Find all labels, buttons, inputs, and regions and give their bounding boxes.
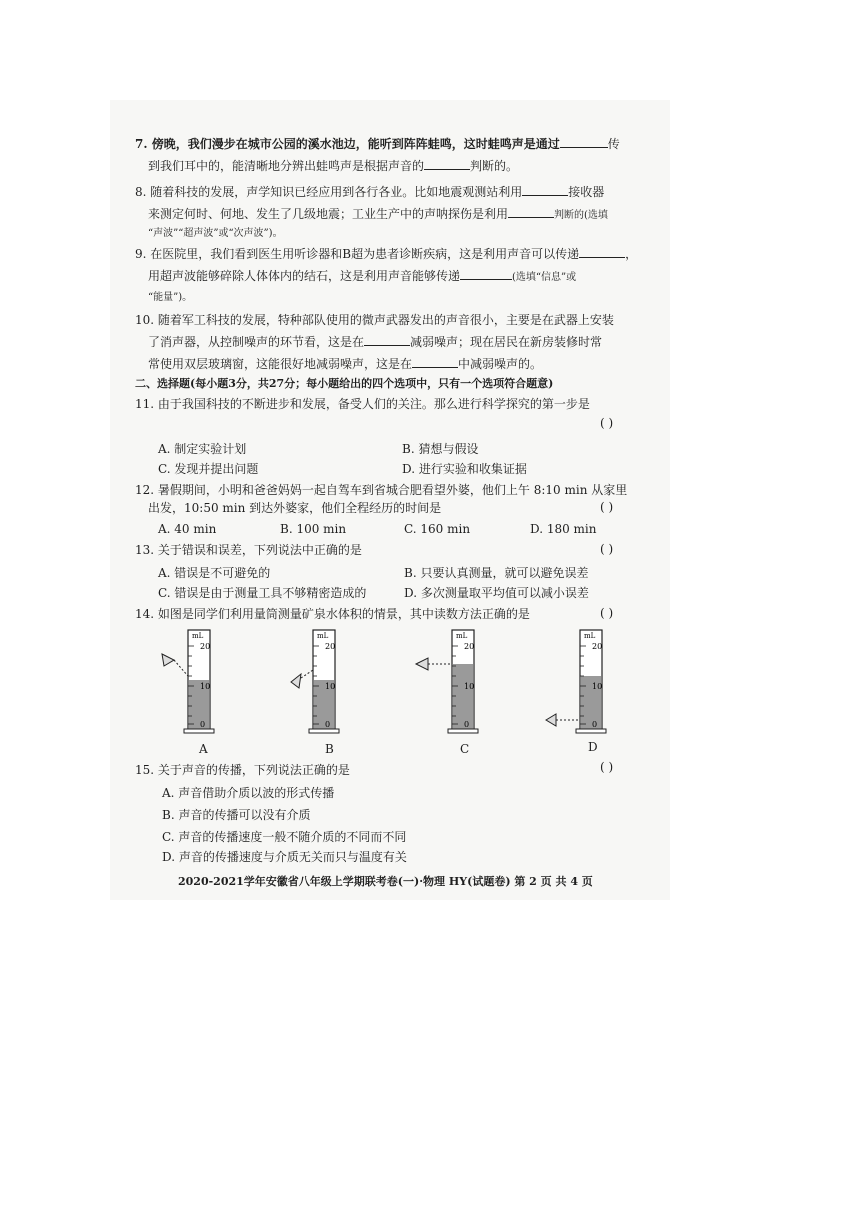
q15-option-c: C. 声音的传播速度一般不随介质的不同而不同 [162, 830, 407, 844]
q15-option-a: A. 声音借助介质以波的形式传播 [162, 786, 335, 800]
q12-line2: 出发，10:50 min 到达外婆家，他们全程经历的时间是 [148, 501, 442, 515]
q14-stem: 14. 如图是同学们利用量筒测量矿泉水体积的情景，其中读数方法正确的是 [135, 607, 530, 621]
cylinder-d-unit: mL [584, 632, 596, 640]
cylinder-figure-b [285, 626, 365, 738]
q8-line1: 8. 随着科技的发展，声学知识已经应用到各行各业。比如地震观测站利用 接收器 [135, 185, 605, 199]
q10-line3: 常使用双层玻璃窗，这能很好地减弱噪声，这是在 中减弱噪声的。 [148, 357, 543, 371]
q9-line1: 9. 在医院里，我们看到医生用听诊器和B超为患者诊断疾病，这是利用声音可以传递 ， [135, 247, 638, 261]
q12-line1: 12. 暑假期间，小明和爸爸妈妈一起自驾车到省城合肥看望外婆，他们上午 8:10 min 从家里 [135, 483, 628, 497]
q13-option-d: D. 多次测量取平均值可以减小误差 [404, 586, 589, 600]
q15-stem: 15. 关于声音的传播，下列说法正确的是 [135, 763, 350, 777]
cylinder-d-tick-0: 0 [592, 720, 598, 729]
q10-line1: 10. 随着军工科技的发展，特种部队使用的微声武器发出的声音很小，主要是在武器上安装 [135, 313, 614, 327]
q11-option-a: A. 制定实验计划 [158, 442, 247, 456]
q15-option-b: B. 声音的传播可以没有介质 [162, 808, 311, 822]
cylinder-b-tick-20: 20 [325, 642, 336, 651]
q9-line2: 用超声波能够碎除人体体内的结石，这是利用声音能够传递 (选填“信息”或 [148, 269, 577, 283]
q12-option-d: D. 180 min [530, 522, 597, 536]
q7-line2: 到我们耳中的，能清晰地分辨出蛙鸣声是根据声音的 判断的。 [148, 159, 519, 173]
q13-answer-paren: ( ) [600, 542, 614, 556]
cylinder-a-tick-10: 10 [200, 682, 211, 691]
cylinder-b-tick-0: 0 [325, 720, 331, 729]
cylinder-c-tick-0: 0 [464, 720, 470, 729]
q11-stem: 11. 由于我国科技的不断进步和发展，备受人们的关注。那么进行科学探究的第一步是 [135, 397, 590, 411]
section-heading: 二、选择题(每小题3分，共27分；每小题给出的四个选项中，只有一个选项符合题意) [135, 377, 554, 390]
q13-option-c: C. 错误是由于测量工具不够精密造成的 [158, 586, 367, 600]
cylinder-d-tick-10: 10 [592, 682, 603, 691]
cylinder-figure-c [410, 626, 490, 738]
q11-option-c: C. 发现并提出问题 [158, 462, 259, 476]
eye-icon [291, 670, 313, 688]
q15-option-d: D. 声音的传播速度与介质无关而只与温度有关 [162, 850, 407, 864]
page-footer: 2020-2021学年安徽省八年级上学期联考卷(一)·物理 HY(试题卷) 第 2 页 共 4 页 [178, 875, 593, 888]
cylinder-a-unit: mL [192, 632, 204, 640]
cylinder-figure-a [160, 626, 240, 738]
q11-option-d: D. 进行实验和收集证据 [402, 462, 527, 476]
q8-line2: 来测定何时、何地、发生了几级地震；工业生产中的声呐探伤是利用 判断的(选填 [148, 207, 608, 221]
eye-icon [546, 714, 580, 726]
q9-line3: “能量”)。 [148, 292, 193, 303]
q14-answer-paren: ( ) [600, 606, 614, 620]
cylinder-a-tick-0: 0 [200, 720, 206, 729]
q12-answer-paren: ( ) [600, 500, 614, 514]
eye-icon [416, 658, 452, 670]
q13-option-a: A. 错误是不可避免的 [158, 566, 271, 580]
cylinder-b-unit: mL [317, 632, 329, 640]
q15-answer-paren: ( ) [600, 760, 614, 774]
q10-line2: 了消声器，从控制噪声的环节看，这是在 减弱噪声；现在居民在新房装修时常 [148, 335, 603, 349]
q12-option-c: C. 160 min [404, 522, 471, 536]
eye-icon [162, 654, 188, 676]
q12-option-b: B. 100 min [280, 522, 347, 536]
cylinder-b-tick-10: 10 [325, 682, 336, 691]
q12-option-a: A. 40 min [158, 522, 217, 536]
q13-stem: 13. 关于错误和误差，下列说法中正确的是 [135, 543, 362, 557]
q11-answer-paren: ( ) [600, 416, 614, 430]
cylinder-c-unit: mL [456, 632, 468, 640]
cylinder-figure-d [540, 626, 620, 738]
cylinder-label-d: D [588, 740, 598, 754]
cylinder-label-b: B [325, 742, 334, 756]
q7-line1: 7. 傍晚，我们漫步在城市公园的溪水池边，能听到阵阵蛙鸣，这时蛙鸣声是通过 传 [135, 137, 620, 151]
cylinder-c-tick-20: 20 [464, 642, 475, 651]
cylinder-a-tick-20: 20 [200, 642, 211, 651]
cylinder-c-tick-10: 10 [464, 682, 475, 691]
q8-line3: “声波”“超声波”或“次声波”)。 [148, 228, 283, 239]
cylinder-d-tick-20: 20 [592, 642, 603, 651]
q13-option-b: B. 只要认真测量，就可以避免误差 [404, 566, 589, 580]
q11-option-b: B. 猜想与假设 [402, 442, 479, 456]
cylinder-label-c: C [460, 742, 470, 756]
cylinder-label-a: A [199, 742, 208, 756]
